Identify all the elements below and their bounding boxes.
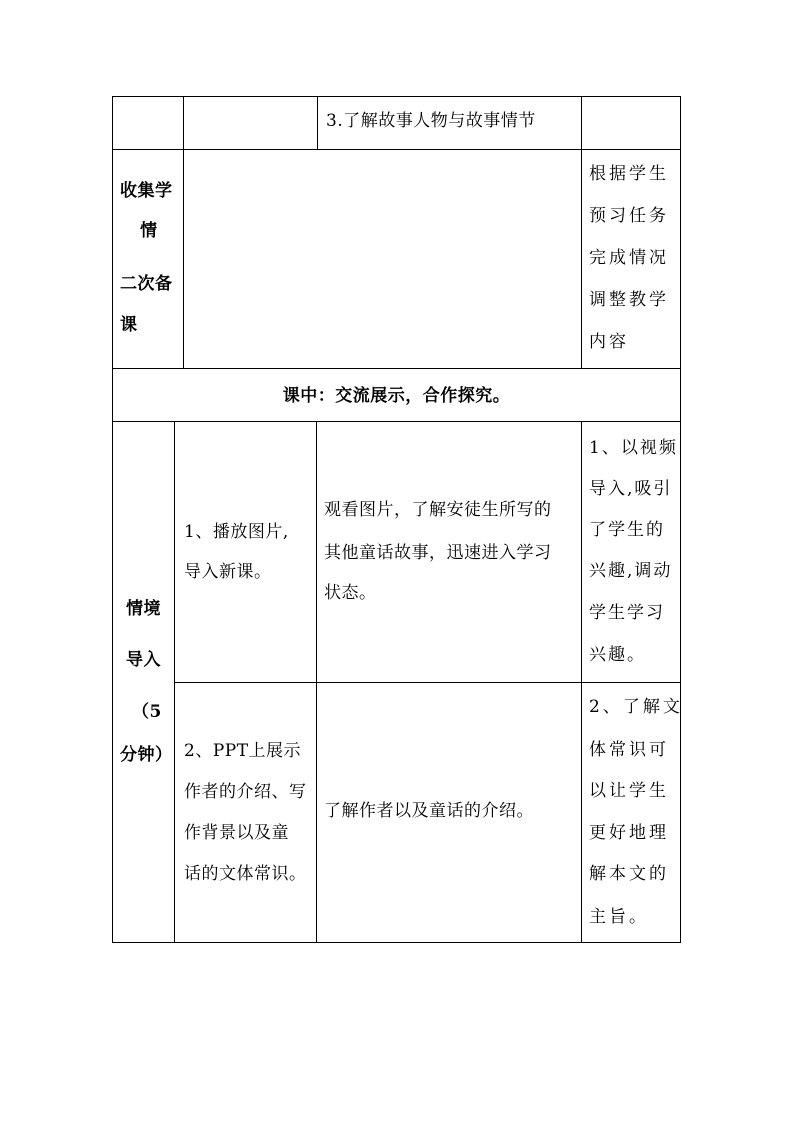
table-border-left: [112, 96, 113, 943]
text-line: 以让学生: [589, 781, 669, 801]
text-line: 观看图片，了解安徒生所写的: [324, 500, 552, 520]
text-line: 体常识可: [589, 740, 669, 760]
table-border-right: [680, 96, 681, 943]
text-line: 解本文的: [589, 864, 669, 884]
column-divider: [317, 96, 318, 150]
text-line: 兴趣,调动: [589, 561, 673, 581]
text-line: 1、播放图片,: [184, 522, 289, 542]
column-divider: [316, 421, 317, 943]
column-divider: [174, 421, 175, 943]
text-line: 作背景以及童: [184, 823, 289, 843]
label-line: 课: [120, 315, 138, 335]
note-line: 内容: [589, 332, 629, 352]
row-divider: [112, 149, 681, 150]
label-line: 情: [140, 221, 158, 241]
text-line: 其他童话故事，迅速进入学习: [324, 543, 552, 563]
row-divider: [112, 421, 681, 422]
table-border-bottom: [112, 942, 681, 943]
text-line: 1、以视频: [589, 438, 678, 458]
text-line: 主旨。: [589, 907, 649, 927]
label-line: 收集学: [120, 181, 173, 201]
label-line: 导入: [126, 650, 161, 670]
note-line: 完成情况: [589, 248, 669, 268]
text-line: 导入,吸引: [589, 479, 673, 499]
note-line: 预习任务: [589, 206, 669, 226]
note-line: 根据学生: [589, 164, 669, 184]
text-line: 兴趣。: [589, 645, 646, 665]
objective-3-text: 3.了解故事人物与故事情节: [326, 111, 536, 131]
label-line: 分钟）: [120, 745, 173, 765]
text-line: 2、PPT上展示: [184, 741, 302, 761]
row-divider: [174, 682, 681, 683]
text-line: 作者的介绍、写: [184, 782, 307, 802]
text-line: 更好地理: [589, 823, 669, 843]
label-line: 二次备: [120, 274, 173, 294]
note-line: 调整教学: [589, 290, 669, 310]
text-line: 话的文体常识。: [184, 864, 307, 884]
column-divider: [581, 421, 582, 943]
column-divider: [581, 96, 582, 369]
text-line: 状态。: [324, 583, 377, 603]
in-class-section-header: 课中：交流展示，合作探究。: [282, 386, 511, 406]
column-divider: [183, 96, 184, 369]
text-line: 了解作者以及童话的介绍。: [324, 801, 534, 821]
text-line: 学生学习: [589, 603, 665, 623]
label-line: 情境: [126, 599, 161, 619]
row-divider: [112, 368, 681, 369]
text-line: 导入新课。: [184, 562, 272, 582]
table-border-top: [112, 96, 681, 97]
text-line: 了学生的: [589, 520, 665, 540]
label-line: （5: [132, 702, 162, 722]
text-line: 2、了解文: [589, 697, 683, 717]
